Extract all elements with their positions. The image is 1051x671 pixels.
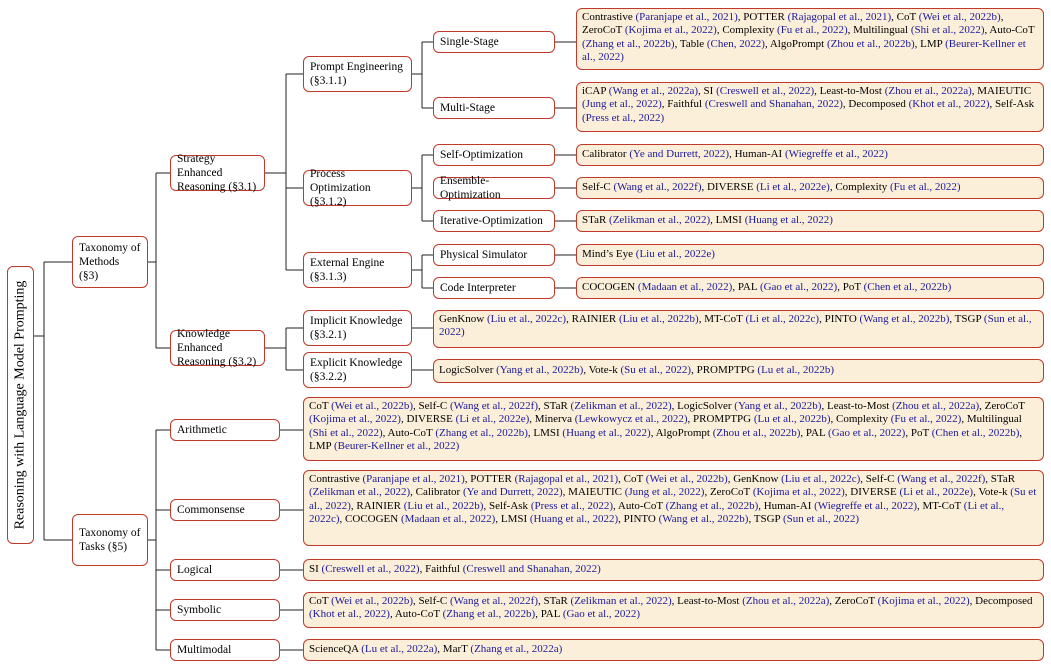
citation-link[interactable]: (Creswell et al., 2022) [321,563,420,576]
method-name: , Table [674,37,707,50]
method-name: , Auto-CoT [984,24,1035,37]
citation-link[interactable]: (Jung et al., 2022) [582,98,662,111]
citation-link[interactable]: (Press et al., 2022) [530,499,613,512]
method-name: , Complexity [830,413,891,426]
citation-link[interactable]: (Paranjape et al., 2021) [635,11,738,23]
citation-link[interactable]: (Zhou et al., 2022a) [892,400,980,412]
method-name: , PROMPTPG [691,364,758,377]
method-name: , Least-to-Most [821,400,893,412]
node-knowledge-enhanced [170,330,265,366]
method-name: , PROMPTPG [687,413,754,426]
method-name: , POTTER [464,473,515,485]
citation-link[interactable]: (Lu et al., 2022b) [757,364,835,377]
leaf-text [309,473,1036,525]
method-name: , STaR [538,595,571,607]
citation-link[interactable]: (Fu et al., 2022) [890,413,962,426]
citation-link[interactable]: (Kojima et al., 2022) [309,413,401,426]
citation-link[interactable]: (Ye and Durrett, 2022) [462,486,563,499]
leaf-text [439,364,834,377]
method-name: , LogicSolver [671,400,735,412]
node-commonsense-label: Commonsense [177,504,245,516]
method-name: , Human-AI [729,148,785,161]
citation-link[interactable]: (Wei et al., 2022b) [918,11,1001,23]
node-knowledge-enhanced-label: Knowledge Enhanced Reasoning (§3.2) [177,328,257,368]
leaf-commonsense [303,470,1044,546]
method-name: , DIVERSE [701,181,757,194]
node-multimodal [170,639,280,661]
citation-link[interactable]: (Li et al., 2022c) [309,499,1005,525]
node-ensemble-optimization [433,177,555,199]
method-name: STaR [582,214,610,227]
node-multimodal-label: Multimodal [177,644,232,656]
citation-link[interactable]: (Wiegreffe et al., 2022) [784,148,888,161]
method-name: , LMP [914,37,946,50]
leaf-explicit-knowledge [433,359,1044,383]
method-name: , ZeroCoT [979,400,1025,412]
method-name: , PINTO [819,313,860,325]
citation-link[interactable]: (Chen, 2022) [706,37,765,50]
node-iterative-optimization [433,210,555,232]
citation-link[interactable]: (Zelikman et al., 2022) [609,214,711,227]
citation-link[interactable]: (Zhang et al., 2022b) [582,37,675,50]
method-name: , Faithful [419,563,463,576]
method-name: , PoT [905,426,932,439]
leaf-logical [303,559,1044,581]
node-arithmetic-label: Arithmetic [177,424,227,436]
citation-link[interactable]: (Wang et al., 2022b) [859,313,950,325]
node-symbolic [170,599,280,621]
leaf-text [582,148,888,161]
citation-link[interactable]: (Ye and Durrett, 2022) [629,148,730,161]
method-name: , Minerva [529,413,575,426]
method-name: , ZeroCoT [704,486,753,499]
method-name: , RAINIER [350,499,404,512]
method-name: Self-C [582,181,614,194]
node-physical-simulator [433,244,555,266]
method-name: , LMP [309,426,1023,452]
node-self-optimization-label: Self-Optimization [440,149,524,161]
method-name: CoT [309,595,332,607]
citation-link[interactable]: (Shi et al., 2022) [309,426,383,439]
citation-link[interactable]: (Zelikman et al., 2022) [309,486,411,499]
citation-link[interactable]: (Huang et al., 2022) [529,512,619,525]
leaf-text [582,281,951,294]
leaf-arithmetic [303,397,1044,461]
citation-link[interactable]: (Beurer-Kellner et al., 2022) [582,37,1026,63]
citation-link[interactable]: (Li et al., 2022e) [756,181,830,194]
citation-link[interactable]: (Wang et al., 2022f) [450,400,538,412]
method-name: , MAIEUTIC [562,486,625,499]
citation-link[interactable]: (Zhang et al., 2022b) [665,499,759,512]
leaf-text [309,400,1025,452]
root-label: Reasoning with Language Model Prompting [12,280,28,530]
method-name: , Auto-CoT [389,608,443,621]
node-code-interpreter-label: Code Interpreter [440,282,516,294]
node-taxonomy-methods [72,236,148,288]
node-prompt-engineering [303,56,412,92]
leaf-text [582,181,961,194]
citation-link[interactable]: (Lewkowycz et al., 2022) [574,413,688,426]
node-multi-stage [433,97,555,119]
method-name: , STaR [985,473,1016,485]
citation-link[interactable]: (Li et al., 2022e) [455,413,530,426]
citation-link[interactable]: (Zhang et al., 2022b) [442,608,536,621]
method-name: , MT-CoT [917,499,964,512]
citation-link[interactable]: (Zelikman et al., 2022) [570,595,672,607]
citation-link[interactable]: (Madaan et al., 2022) [637,281,733,294]
method-name: , Vote-k [583,364,621,377]
citation-link[interactable]: (Yang et al., 2022b) [734,400,822,412]
leaf-physical-simulator [576,244,1044,266]
citation-link[interactable]: (Khot et al., 2022) [309,608,390,621]
method-name: Contrastive [582,11,636,23]
method-name: , MT-CoT [698,313,746,325]
node-multi-stage-label: Multi-Stage [440,102,495,114]
root-node [7,266,34,544]
method-name: , POTTER [737,11,788,23]
citation-link[interactable]: (Kojima et al., 2022) [877,595,970,607]
node-logical-label: Logical [177,564,213,576]
method-name: GenKnow [439,313,487,325]
method-name: , LMSI [710,214,745,227]
citation-link[interactable]: (Liu et al., 2022b) [618,313,699,325]
leaf-code-interpreter [576,277,1044,299]
citation-link[interactable]: (Creswell et al., 2022) [716,85,815,97]
node-ensemble-optimization-label: Ensemble-Optimization [440,175,501,201]
method-name: , Self-Ask [483,499,531,512]
citation-link[interactable]: (Chen et al., 2022b) [931,426,1020,439]
citation-link[interactable]: (Beurer-Kellner et al., 2022) [333,439,460,452]
method-name: , PAL [535,608,563,621]
citation-link[interactable]: (Creswell and Shanahan, 2022) [462,563,601,576]
method-name: , CoT [891,11,919,23]
node-single-stage [433,31,555,53]
method-name: , PoT [837,281,864,294]
node-explicit-knowledge-label: Explicit Knowledge (§3.2.2) [310,357,403,383]
node-external-engine-label: External Engine (§3.1.3) [310,257,385,283]
node-self-optimization [433,144,555,166]
citation-link[interactable]: (Paranjape et al., 2021) [362,473,465,485]
leaf-ensemble-optimization [576,177,1044,199]
citation-link[interactable]: (Kojima et al., 2022) [752,486,845,499]
method-name: , Self-Ask [989,98,1035,111]
method-name: , PINTO [618,512,659,525]
node-prompt-engineering-label: Prompt Engineering (§3.1.1) [310,61,403,87]
node-code-interpreter [433,277,555,299]
method-name: , ZeroCoT [582,11,1004,37]
leaf-multimodal [303,639,1044,661]
node-physical-simulator-label: Physical Simulator [440,249,528,261]
method-name: , AlgoPrompt [650,426,713,439]
citation-link[interactable]: (Kojima et al., 2022) [624,24,717,37]
citation-link[interactable]: (Wei et al., 2022b) [331,400,414,412]
method-name: , Decomposed [842,98,909,111]
node-taxonomy-methods-label: Taxonomy of Methods (§3) [79,242,141,282]
method-name: , Human-AI [758,499,815,512]
node-symbolic-label: Symbolic [177,604,222,616]
citation-link[interactable]: (Zhou et al., 2022b) [712,426,801,439]
method-name: , Least-to-Most [671,595,743,607]
leaf-implicit-knowledge [433,310,1044,348]
leaf-single-stage [576,8,1044,70]
citation-link[interactable]: (Gao et al., 2022) [759,281,838,294]
method-name: , Self-C [860,473,898,485]
citation-link[interactable]: (Liu et al., 2022c) [781,473,861,485]
citation-link[interactable]: (Jung et al., 2022) [624,486,705,499]
method-name: ScienceQA [309,643,362,656]
method-name: , Multilingual [961,413,1022,426]
method-name: , ZeroCoT [829,595,878,607]
citation-link[interactable]: (Fu et al., 2022) [777,24,848,37]
method-name: , COCOGEN [339,512,401,525]
method-name: , Auto-CoT [613,499,666,512]
method-name: , LMSI [527,426,563,439]
node-logical [170,559,280,581]
node-external-engine [303,252,412,288]
method-name: , SI [698,85,717,97]
citation-link[interactable]: (Liu et al., 2022c) [486,313,567,325]
leaf-symbolic [303,592,1044,628]
leaf-self-optimization [576,144,1044,166]
node-process-optimization [303,170,412,206]
citation-link[interactable]: (Fu et al., 2022) [890,181,961,194]
method-name: , RAINIER [566,313,619,325]
citation-link[interactable]: (Madaan et al., 2022) [400,512,496,525]
method-name: , STaR [538,400,571,412]
citation-link[interactable]: (Creswell and Shanahan, 2022) [704,98,843,111]
citation-link[interactable]: (Rajagopal et al., 2021) [514,473,619,485]
method-name: , Auto-CoT [382,426,436,439]
method-name: , TSGP [748,512,784,525]
citation-link[interactable]: (Wiegreffe et al., 2022) [814,499,918,512]
citation-link[interactable]: (Li et al., 2022c) [745,313,820,325]
citation-link[interactable]: (Rajagopal et al., 2021) [787,11,892,23]
method-name: , DIVERSE [400,413,456,426]
method-name: , Multilingual [847,24,911,37]
citation-link[interactable]: (Zhang et al., 2022b) [435,426,528,439]
leaf-text [439,313,1032,338]
method-name: , Faithful [661,98,705,111]
method-name: , Decomposed [969,595,1033,607]
leaf-text [309,563,601,576]
citation-link[interactable]: (Lu et al., 2022b) [753,413,831,426]
method-name: , Self-C [413,595,450,607]
method-name: , CoT [618,473,646,485]
leaf-text [309,595,1033,620]
leaf-text [582,11,1034,63]
leaf-text [582,214,833,227]
citation-link[interactable]: (Wei et al., 2022b) [331,595,414,607]
citation-link[interactable]: (Su et al., 2022) [620,364,692,377]
method-name: , DIVERSE [844,486,900,499]
method-name: , PAL [732,281,760,294]
citation-link[interactable]: (Huang et al., 2022) [744,214,833,227]
citation-link[interactable]: (Lu et al., 2022a) [361,643,438,656]
leaf-text [582,248,715,261]
citation-link[interactable]: (Zhou et al., 2022b) [826,37,915,50]
node-implicit-knowledge [303,310,412,346]
leaf-multi-stage [576,82,1044,132]
node-arithmetic [170,419,280,441]
citation-link[interactable]: (Liu et al., 2022e) [635,248,715,261]
method-name: COCOGEN [582,281,638,294]
citation-link[interactable]: (Zhang et al., 2022a) [470,643,563,656]
citation-link[interactable]: (Shi et al., 2022) [910,24,985,37]
citation-link[interactable]: (Press et al., 2022) [582,111,665,124]
method-name: iCAP [582,85,609,97]
citation-link[interactable]: (Zhou et al., 2022a) [884,85,972,97]
node-taxonomy-tasks [72,514,148,566]
method-name: , Self-C [413,400,450,412]
citation-link[interactable]: (Zhou et al., 2022a) [742,595,830,607]
method-name: Mind’s Eye [582,248,636,261]
method-name: SI [309,563,322,576]
node-taxonomy-tasks-label: Taxonomy of Tasks (§5) [79,527,141,553]
node-explicit-knowledge [303,352,412,388]
method-name: , Vote-k [973,486,1011,499]
node-strategy-enhanced-label: Strategy Enhanced Reasoning (§3.1) [177,153,257,193]
citation-link[interactable]: (Li et al., 2022e) [899,486,974,499]
method-name: , Complexity [829,181,891,194]
method-name: , GenKnow [727,473,782,485]
citation-link[interactable]: (Su et al., 2022) [309,486,1037,512]
node-commonsense [170,499,280,521]
method-name: , AlgoPrompt [764,37,827,50]
method-name: LogicSolver [439,364,497,377]
citation-link[interactable]: (Wang et al., 2022b) [658,512,749,525]
citation-link[interactable]: (Zelikman et al., 2022) [570,400,672,412]
leaf-text [309,643,562,656]
method-name: CoT [309,400,332,412]
citation-link[interactable]: (Yang et al., 2022b) [496,364,584,377]
method-name: , Calibrator [410,486,463,499]
method-name: , TSGP [949,313,984,325]
method-name: , LMSI [495,512,530,525]
node-iterative-optimization-label: Iterative-Optimization [440,215,543,227]
citation-link[interactable]: (Wei et al., 2022b) [645,473,728,485]
node-strategy-enhanced [170,155,265,191]
citation-link[interactable]: (Wang et al., 2022a) [608,85,699,97]
method-name: Contrastive [309,473,363,485]
node-single-stage-label: Single-Stage [440,36,499,48]
leaf-text [582,85,1034,124]
citation-link[interactable]: (Wang et al., 2022f) [613,181,702,194]
method-name: , MarT [437,643,471,656]
method-name: , PAL [800,426,829,439]
citation-link[interactable]: (Wang et al., 2022f) [450,595,538,607]
citation-link[interactable]: (Sun et al., 2022) [439,313,1032,339]
citation-link[interactable]: (Gao et al., 2022) [828,426,906,439]
citation-link[interactable]: (Sun et al., 2022) [783,512,860,525]
citation-link[interactable]: (Liu et al., 2022b) [403,499,484,512]
method-name: , MAIEUTIC [971,85,1032,97]
citation-link[interactable]: (Wang et al., 2022f) [897,473,986,485]
method-name: , Complexity [716,24,778,37]
citation-link[interactable]: (Khot et al., 2022) [908,98,990,111]
citation-link[interactable]: (Chen et al., 2022b) [863,281,952,294]
node-process-optimization-label: Process Optimization (§3.1.2) [310,168,371,208]
method-name: Calibrator [582,148,630,161]
citation-link[interactable]: (Gao et al., 2022) [562,608,641,621]
citation-link[interactable]: (Huang et al., 2022) [562,426,651,439]
method-name: , Least-to-Most [814,85,885,97]
leaf-iterative-optimization [576,210,1044,232]
node-implicit-knowledge-label: Implicit Knowledge (§3.2.1) [310,315,403,341]
